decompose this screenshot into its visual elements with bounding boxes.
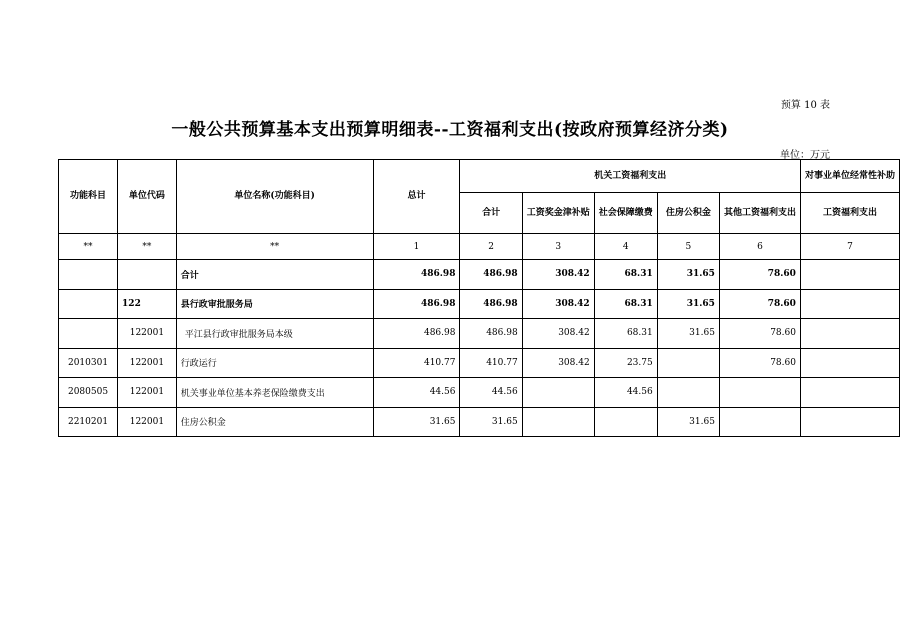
- cell-unit-name: 住房公积金: [176, 407, 373, 437]
- table-row: [59, 319, 900, 349]
- cell-total: 31.65: [373, 407, 460, 437]
- cell-unit-code: 122001: [118, 407, 177, 437]
- cell-housing-fund: 31.65: [657, 260, 719, 290]
- cell-subtotal: 410.77: [460, 348, 522, 378]
- cell-unit-name: 机关事业单位基本养老保险缴费支出: [176, 378, 373, 408]
- header-subsidy-group: 对事业单位经常性补助: [800, 160, 899, 193]
- index-cell: **: [118, 234, 177, 260]
- cell-housing-fund: 31.65: [657, 289, 719, 319]
- index-cell: 1: [373, 234, 460, 260]
- index-cell: **: [176, 234, 373, 260]
- cell-salary-welfare: [800, 378, 899, 408]
- header-func-subject: 功能科目: [59, 160, 118, 234]
- cell-housing-fund: [657, 378, 719, 408]
- cell-salary: 308.42: [522, 260, 594, 290]
- index-row: [59, 234, 900, 260]
- cell-unit-name: 县行政审批服务局: [176, 289, 373, 319]
- cell-social-security: 68.31: [594, 319, 657, 349]
- index-cell: 4: [594, 234, 657, 260]
- header-total: 总计: [373, 160, 460, 234]
- header-row-1: [59, 160, 900, 193]
- index-cell: 3: [522, 234, 594, 260]
- index-cell: 6: [719, 234, 800, 260]
- cell-unit-code: 122001: [118, 378, 177, 408]
- header-other-salary: 其他工资福利支出: [719, 193, 800, 234]
- cell-unit-code: [118, 260, 177, 290]
- cell-other-salary: 78.60: [719, 260, 800, 290]
- cell-salary-welfare: [800, 319, 899, 349]
- cell-subtotal: 486.98: [460, 289, 522, 319]
- cell-unit-name: 行政运行: [176, 348, 373, 378]
- cell-total: 410.77: [373, 348, 460, 378]
- cell-other-salary: 78.60: [719, 319, 800, 349]
- header-unit-code: 单位代码: [118, 160, 177, 234]
- cell-other-salary: 78.60: [719, 289, 800, 319]
- cell-func-subject: [59, 319, 118, 349]
- cell-salary-welfare: [800, 260, 899, 290]
- cell-social-security: 68.31: [594, 260, 657, 290]
- cell-subtotal: 486.98: [460, 260, 522, 290]
- table-row: [59, 378, 900, 408]
- index-cell: **: [59, 234, 118, 260]
- cell-unit-code: 122001: [118, 348, 177, 378]
- budget-table: [58, 159, 900, 437]
- cell-other-salary: 78.60: [719, 348, 800, 378]
- header-organ-group: 机关工资福利支出: [460, 160, 800, 193]
- table-number: 预算 10 表: [780, 100, 830, 111]
- unit-label: 单位：万元: [780, 150, 830, 161]
- header-subtotal: 合计: [460, 193, 522, 234]
- cell-social-security: 23.75: [594, 348, 657, 378]
- cell-other-salary: [719, 407, 800, 437]
- cell-total: 486.98: [373, 289, 460, 319]
- cell-func-subject: [59, 289, 118, 319]
- cell-salary: [522, 407, 594, 437]
- cell-housing-fund: 31.65: [657, 319, 719, 349]
- cell-salary-welfare: [800, 407, 899, 437]
- cell-subtotal: 486.98: [460, 319, 522, 349]
- index-cell: 2: [460, 234, 522, 260]
- cell-unit-name: 合计: [176, 260, 373, 290]
- table-row: [59, 348, 900, 378]
- header-housing-fund: 住房公积金: [657, 193, 719, 234]
- cell-housing-fund: [657, 348, 719, 378]
- cell-func-subject: 2010301: [59, 348, 118, 378]
- cell-total: 486.98: [373, 319, 460, 349]
- cell-func-subject: 2210201: [59, 407, 118, 437]
- cell-social-security: [594, 407, 657, 437]
- page-title: 一般公共预算基本支出预算明细表--工资福利支出(按政府预算经济分类): [171, 120, 729, 140]
- cell-unit-code: 122001: [118, 319, 177, 349]
- cell-func-subject: [59, 260, 118, 290]
- cell-total: 486.98: [373, 260, 460, 290]
- cell-social-security: 44.56: [594, 378, 657, 408]
- cell-total: 44.56: [373, 378, 460, 408]
- cell-salary-welfare: [800, 348, 899, 378]
- index-cell: 5: [657, 234, 719, 260]
- cell-subtotal: 44.56: [460, 378, 522, 408]
- table-row: [59, 289, 900, 319]
- header-social-security: 社会保障缴费: [594, 193, 657, 234]
- header-salary-welfare: 工资福利支出: [800, 193, 899, 234]
- cell-other-salary: [719, 378, 800, 408]
- cell-func-subject: 2080505: [59, 378, 118, 408]
- cell-salary-welfare: [800, 289, 899, 319]
- cell-salary: 308.42: [522, 348, 594, 378]
- cell-unit-code: 122: [118, 289, 177, 319]
- index-cell: 7: [800, 234, 899, 260]
- table-row: [59, 407, 900, 437]
- header-salary: 工资奖金津补贴: [522, 193, 594, 234]
- cell-salary: 308.42: [522, 319, 594, 349]
- cell-salary: [522, 378, 594, 408]
- table-row: [59, 260, 900, 290]
- cell-social-security: 68.31: [594, 289, 657, 319]
- cell-unit-name: 平江县行政审批服务局本级: [176, 319, 373, 349]
- cell-housing-fund: 31.65: [657, 407, 719, 437]
- cell-subtotal: 31.65: [460, 407, 522, 437]
- header-unit-name: 单位名称(功能科目): [176, 160, 373, 234]
- cell-salary: 308.42: [522, 289, 594, 319]
